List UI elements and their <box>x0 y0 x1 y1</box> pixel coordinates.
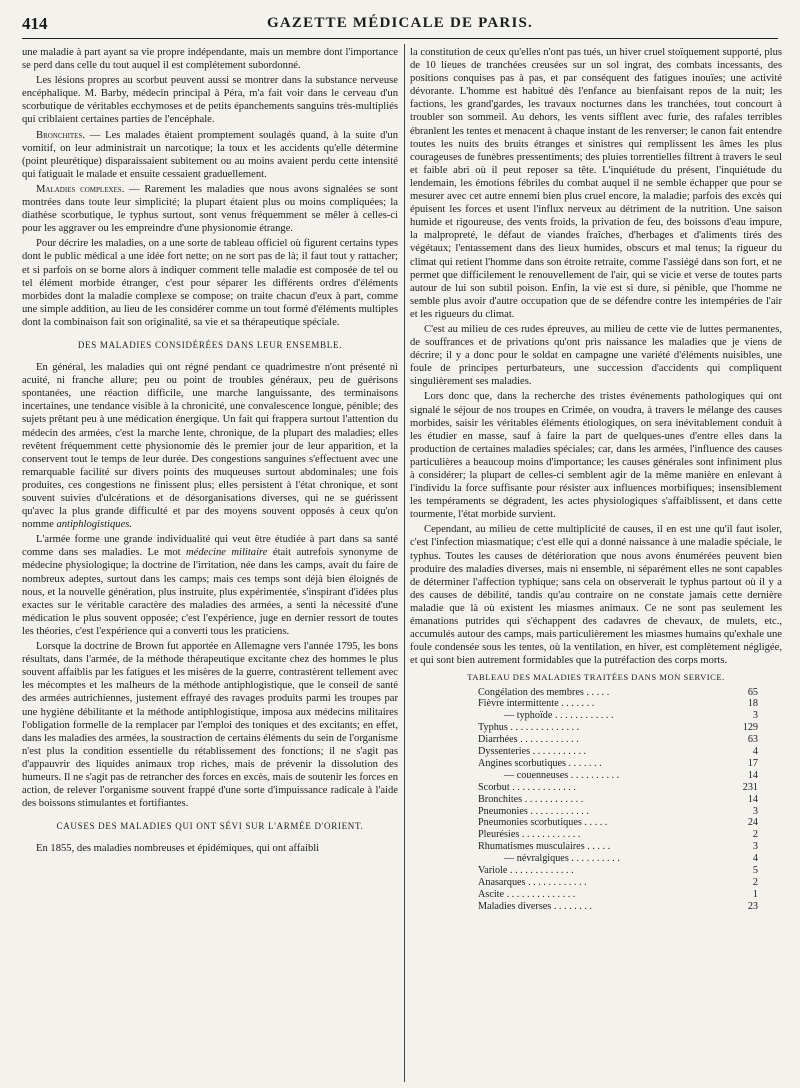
paragraph: Bronchites. — Les malades étaient promptement soulagés quand, à la suite d'un vomitif, on leur administrait un narcotique; la toux et les accidents qu'elle détermine (point pleurétique) disparaissaient subitement ou au moins avaient perdu cette intensité qui fatiguait le malade et ensuite cessaient graduellement. <box>22 129 398 180</box>
paragraph: Les lésions propres au scorbut peuvent aussi se montrer dans la substance nerveuse encéphalique. M. Barby, médecin principal à Péra, m'a fait voir dans le cerveau d'un scorbutique de véritables ecchymoses et de petits épanchements sanguins très-multipliés qui criblaient certaines parties de l'encéphale. <box>22 75 398 126</box>
disease-label: Bronchites . . . . . . . . . . . . <box>478 793 584 805</box>
table-row <box>478 877 758 889</box>
leader-dots: . . . . . . . . . . <box>568 853 620 865</box>
table-row <box>478 722 758 734</box>
table-row <box>478 710 758 722</box>
right-column <box>410 46 782 1082</box>
disease-label: — névralgiques . . . . . . . . . . <box>504 853 620 865</box>
table-title: TABLEAU DES MALADIES TRAITÉES DANS MON SERVICE. <box>467 672 725 683</box>
case-count: 4 <box>752 853 758 865</box>
leader-dots: . . . . . . . <box>566 757 602 769</box>
paragraph: la constitution de ceux qu'elles n'ont pas tués, un hiver cruel stoïquement supporté, plus de 10 lieues de tranchées creusées sur un sol ingrat, des combats incessants, des positions conquises pas à pas, et par conséquent des fatigues inouïes; une activité dévorante. L'homme est habitué dès l'enfance au bienfaisant repos de la nuit; les factions, les grand'gardes, les travaux nocturnes dans les tranchées, tout concourt à troubler son sommeil. Au dehors, les vents sifflent avec furie, des rafales terribles ébranlent les tentes et menacent à chaque instant de les renverser; le canon fait entendre toutes les nuits des bruits étranges et sinistres qui remplissent les âmes les plus courageuses de funèbres pressentiments; des pluies torrentielles filtrent à travers le seul et faible abri où il peut reposer sa tête. L'inquiétude du présent, l'inquiétude du lendemain, les émotions fébriles du combat auquel il ne semble échapper que pour se mesurer avec cet autre ennemi bien plus cruel encore, la maladie; parfois des excès qui épuisent les forces et usent l'influx nerveux au détriment de la nutrition. Une saison humide et rigoureuse, des vents froids, la privation de feu, des boissons d'eau impure, la malpropreté, le défaut de viandes fraîches, d'herbages et d'aliments tirés des végétaux; l'entassement dans des lieux humides, obscurs et mal tenus; la rigueur du climat qui retient l'homme dans son étroite retraite, comme l'assiégé dans son fort, et ne permet que difficilement le renouvellement de l'air, qui se vicie et verse de toutes parts autour de lui son subtil poison. Enfin, la vie est si dure, si pénible, que l'homme ne semble plus avoir d'autre occupation que de se défendre contre les intempéries de l'air et les rigueurs du climat. <box>410 47 782 320</box>
leader-dots: . . . . . . . . . . . . . <box>509 781 576 793</box>
paragraph: En 1855, des maladies nombreuses et épidémiques, qui ont affaibli <box>36 843 320 855</box>
leader-dots: . . . . . . . . . . . . <box>522 793 584 805</box>
leader-dots: . . . . . <box>584 841 611 853</box>
disease-label: Dyssenteries . . . . . . . . . . . <box>478 746 587 758</box>
leader-dots: . . . . . . . . . . . . <box>525 877 587 888</box>
section-label-bronchites: Bronchites. <box>36 129 85 141</box>
leader-dots: . . . . . . . . . . . . . . <box>504 888 576 900</box>
case-count: 3 <box>752 710 758 722</box>
column-divider <box>404 44 405 1082</box>
case-count: 5 <box>752 865 758 877</box>
disease-label: Angines scorbutiques . . . . . . . <box>478 757 602 769</box>
case-count: 17 <box>747 757 758 769</box>
case-count: 63 <box>747 734 758 746</box>
disease-label: Scorbut . . . . . . . . . . . . . <box>478 781 576 793</box>
leader-dots: . . . . . . . <box>558 698 595 710</box>
table-row <box>478 853 758 865</box>
table-row <box>478 806 758 818</box>
table-row <box>478 841 758 853</box>
leader-dots: . . . . . . . . . . <box>568 769 620 781</box>
disease-label: Ascite . . . . . . . . . . . . . . <box>478 888 576 900</box>
table-row <box>478 782 758 794</box>
paragraph: Lors donc que, dans la recherche des tristes événements pathologiques qui ont signalé le séjour de nos troupes en Crimée, on voudra, à travers le mélange des causes morbides, saisir les véritables éléments étiologiques, on sera inévitablement conduit à les étudier en masse, sauf à faire la part de quelques-unes d'entre elles dans la production de certaines maladies spéciales; car, dans les armées, l'influence des causes particulières a beaucoup moins d'importance; les causes générales sont infiniment plus à considérer; la plupart de celles-ci semblent agir de la même manière en enlevant à l'individu la force suffisante pour résister aux influences morbifiques; insensiblement les tempéraments se dégradent, les actes physiologiques s'affaiblissent, et dans cette tourmente, l'état morbide survient. <box>410 391 782 521</box>
disease-label: Congélation des membres . . . . . <box>478 686 610 698</box>
case-count: 129 <box>742 722 758 734</box>
paragraph: En général, les maladies qui ont régné pendant ce quadrimestre n'ont présenté ni acuité, ni franche allure; peu ou point de troubles généraux, peu de guérisons spontanées, une réaction difficile, une marche languissante, des terminaisons incertaines, une tendance visible à la chronicité, une convalescence longue, pénible; des sujets prêtant peu à une médication énergique. Un fait qui frappera surtout l'attention du médecin des armées, c'est la marche lente, chronique, de la plupart des maladies; elles revêtent fréquemment cette physionomie dès le premier jour de leur apparition, et la conservent tout le temps de leur durée. Des congestions sanguines s'effectuent avec une remarquable facilité sur divers points des muqueuses surtout abdominales; une fois produites, ces congestions ne finissent plus; elles persistent à l'état chronique, et sont souvent suivies d'ulcérations et de désorganisations diverses, qui ne se guérissent qu'avec la plus grande difficulté et par des moyens souvent opposés à ceux qu'on nomme antiphlogistiques. <box>22 362 398 531</box>
paragraph: Lorsque la doctrine de Brown fut apportée en Allemagne vers l'année 1795, les bons résultats, dans l'armée, de la méthode thérapeutique excitante chez des hommes le plus souvent affaiblis par les fatigues et les misères de la guerre, contrastèrent tellement avec les mécomptes et les malheurs de la méthode antiphlogistique, que le conseil de santé des armées autrichiennes, justement effrayé des ravages produits parmi les troupes par une hygiène débilitante et la méthode antiphlogistique, imposa aux médecins militaires l'obligation formelle de la remplacer par l'emploi des toniques et des excitants; en effet, dans les maladies des armées, la soustraction de certains éléments du sein de l'organisme n'est plus la condition essentielle du rétablissement des fonctions; il ne s'agit pas d'appauvrir des liquides animaux trop riches, mais de prévenir la dissolution des humeurs. Il ne s'agit pas de retrancher des forces en excès, mais de soutenir les forces en action, de relever l'organisme souvent frappé d'une sorte d'impuissance radicale à l'aide des boissons stimulantes et fortifiantes. <box>22 641 398 810</box>
journal-title: GAZETTE MÉDICALE DE PARIS. <box>267 15 533 31</box>
table-row <box>478 758 758 770</box>
case-count: 14 <box>747 793 758 805</box>
case-count: 65 <box>747 686 758 698</box>
disease-label: Rhumatismes musculaires . . . . . <box>478 841 611 853</box>
table-row <box>478 829 758 841</box>
case-count: 23 <box>747 900 758 912</box>
paragraph: L'armée forme une grande individualité qui veut être étudiée à part dans sa santé comme dans ses maladies. Le mot médecine militaire était autrefois synonyme de médecine physiologique; la doctrine de l'irritation, née dans les camps, avait du faire de nombreux adeptes, surtout dans les camps; mais ces temps sont déjà bien éloignés de nous, et la nouvelle génération, plus instruite, plus expérimentée, s'inspirant d'idées plus exactes sur le véritable caractère des maladies des armées, a senti la nécessité d'une médication le plus souvent opposée; c'est l'expérience, juge en dernier ressort de toutes les théories, c'est l'expérience qui a converti tous les praticiens. <box>22 534 398 637</box>
paragraph: C'est au milieu de ces rudes épreuves, au milieu de cette vie de luttes permanentes, de souffrances et de privations qu'ont pris naissance les maladies que je viens de décrire; il y a donc pour le soldat en campagne une variété d'éléments nuisibles, une foule de principes perturbateurs, une succession d'accidents qui compliquent singulièrement ses maladies. <box>410 323 782 388</box>
leader-dots: . . . . . . . . . . . . <box>527 805 589 817</box>
disease-label: Typhus . . . . . . . . . . . . . . <box>478 722 580 734</box>
case-count: 24 <box>747 817 758 829</box>
disease-label: Pneumonies . . . . . . . . . . . . <box>478 805 589 817</box>
leader-dots: . . . . . . . . . . . . . <box>507 865 574 877</box>
table-row <box>478 794 758 806</box>
paragraph: Maladies complexes. — Rarement les maladies que nous avons signalées se sont montrées dans toute leur simplicité; la plupart étaient plus ou moins compliquées; la diathèse scorbutique, le typhus surtout, sont venus fréquemment se mêler à celles-ci pour les aggraver ou les empreindre d'une physionomie étrange. <box>22 183 398 235</box>
disease-label: Variole . . . . . . . . . . . . . <box>478 865 574 877</box>
disease-label: Pleurésies . . . . . . . . . . . . <box>478 829 581 841</box>
table-row <box>478 901 758 913</box>
left-column <box>22 46 398 1082</box>
table-row <box>478 865 758 877</box>
leader-dots: . . . . . . . . . . . . <box>517 734 579 746</box>
leader-dots: . . . . . . . . <box>551 900 593 912</box>
section-heading: CAUSES DES MALADIES QUI ONT SÉVI SUR L'ARMÉE D'ORIENT. <box>56 821 364 832</box>
section-label-maladies-complexes: Maladies complexes. <box>36 183 125 195</box>
page-number: 414 <box>22 14 48 33</box>
case-count: 2 <box>752 877 758 888</box>
table-row <box>478 746 758 758</box>
case-count: 4 <box>752 746 758 758</box>
case-count: 2 <box>752 829 758 841</box>
table-row <box>478 698 758 710</box>
disease-label: Fièvre intermittente . . . . . . . <box>478 698 595 710</box>
disease-label: Diarrhées . . . . . . . . . . . . <box>478 734 579 746</box>
leader-dots: . . . . . <box>583 686 610 698</box>
table-row <box>478 687 758 699</box>
page-header <box>22 10 778 39</box>
table-row <box>478 734 758 746</box>
table-row <box>478 889 758 901</box>
disease-label: Maladies diverses . . . . . . . . <box>478 900 593 912</box>
table-row <box>478 770 758 782</box>
disease-label: — couenneuses . . . . . . . . . . <box>504 769 620 781</box>
leader-dots: . . . . . . . . . . . . <box>552 710 614 722</box>
case-count: 18 <box>747 698 758 710</box>
leader-dots: . . . . . . . . . . . . <box>519 829 581 841</box>
table-row <box>478 817 758 829</box>
disease-label: — typhoïde . . . . . . . . . . . . <box>504 710 614 722</box>
disease-label: Pneumonies scorbutiques . . . . . <box>478 817 608 829</box>
case-count: 14 <box>747 769 758 781</box>
case-count: 231 <box>742 781 758 793</box>
case-count: 3 <box>752 805 758 817</box>
leader-dots: . . . . . . . . . . . <box>530 746 587 758</box>
leader-dots: . . . . . <box>581 817 608 829</box>
paragraph: Pour décrire les maladies, on a une sorte de tableau officiel où figurent certains types dont le public médical a une idée fort nette; on ne sort pas de là; il faut tout y rattacher; et si parfois on se borne alors à indiquer comment telle maladie est composée de tel ou tel élément morbide étranger, c'est pour séparer les différents ordres d'éléments morbides dont la maladie complexe se compose; on traite chacun d'eux à part, comme une simple addition, au lieu de les considérer comme un tout formé d'éléments multiples dont la combinaison fait son originalité, sa vie et sa thérapeutique spéciale. <box>22 238 398 328</box>
disease-table <box>478 687 758 913</box>
paragraph: Cependant, au milieu de cette multiplicité de causes, il en est une qu'il faut isoler, c'est l'infection miasmatique; c'est elle qui a donné naissance à une maladie spéciale, le typhus. Toutes les causes de détérioration que nous avons énumérées peuvent bien produire des maladies diverses, mais ni ensemble, ni séparément elles ne sont capables de déterminer l'affection typhique; sans cela on observerait le typhus partout où il y a des causes de débilité, tandis qu'au contraire on ne constate jamais cette dernière maladie que là où existent les miasmes animaux. Ce ne sont pas seulement les émanations putrides qui s'échappent des cadavres de chevaux, de mulets, etc., accumulés autour des camps, mais particulièrement les miasmes humains qu'exhale une foule condensée sous les tentes, où la ventilation, en hiver, est complètement négligée, et qui sont bien autrement formidables que la putréfaction des corps morts. <box>410 524 782 667</box>
paragraph: une maladie à part ayant sa vie propre indépendante, mais un membre dont l'importance se perd dans celle du tout auquel il est complétement subordonné. <box>22 47 398 72</box>
disease-label: Anasarques . . . . . . . . . . . . <box>478 877 587 888</box>
section-heading: DES MALADIES CONSIDÉRÉES DANS LEUR ENSEMBLE. <box>77 339 343 350</box>
leader-dots: . . . . . . . . . . . . . . <box>507 722 580 734</box>
case-count: 3 <box>752 841 758 853</box>
case-count: 1 <box>752 888 758 900</box>
